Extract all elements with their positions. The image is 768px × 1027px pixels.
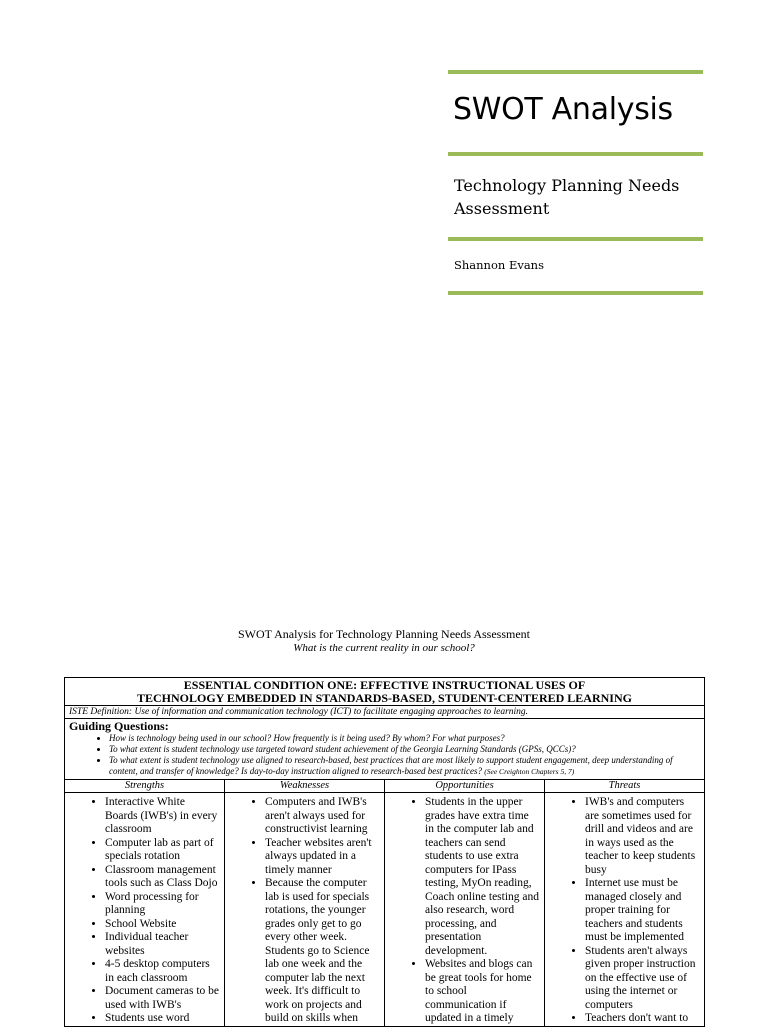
list-item: • School Website [105,918,220,932]
list-item: • Students use word [105,1012,220,1026]
list-item: • 4-5 desktop computers in each classroom [105,958,220,985]
threats-column [545,780,704,1026]
swot-columns [65,780,704,1026]
threats-header: Threats [545,780,704,793]
weaknesses-list [225,796,384,1026]
document-subtitle: What is the current reality in our school? [293,642,475,654]
cover-divider-bottom [448,291,703,295]
list-item: • Because the computer lab is used for specials rotations, the younger grades only get to go every other week. Students go to Science lab one week and the computer lab the next week. It's difficult to work on projects and build on skills when [265,877,380,1026]
cover-author: Shannon Evans [454,258,544,272]
opportunities-column [385,780,545,1026]
weaknesses-column [225,780,385,1026]
essential-condition-heading-line2: TECHNOLOGY EMBEDDED IN STANDARDS-BASED, STUDENT-CENTERED LEARNING [137,690,632,705]
document-title: SWOT Analysis for Technology Planning Needs Assessment [237,627,531,641]
list-item: • Students aren't always given proper instruction on the effective use of using the internet or computers [585,945,700,1013]
guiding-question: • To what extent is student technology use targeted toward student achievement of the Georgia Learning Standards (GPSs, QCCs)? [109,744,700,755]
guiding-questions [65,719,704,780]
list-item: • Word processing for planning [105,891,220,918]
essential-condition-heading-line1: ESSENTIAL CONDITION ONE: EFFECTIVE INSTRUCTIONAL USES OF [183,678,586,692]
guiding-question: • How is technology being used in our school? How frequently is it being used? By whom? For what purposes? [109,733,700,744]
guiding-question: • To what extent is student technology use aligned to research-based, best practices that are most likely to support student engagement, deep understanding of content, and transfer of knowledge? Is day-to-day instruction aligned to research-based best practices? (See Creighton Chapters 5, 7) [109,755,700,777]
strengths-column [65,780,225,1026]
list-item: • Computer lab as part of specials rotation [105,837,220,864]
swot-table [64,677,705,1027]
list-item: • Internet use must be managed closely and proper training for teachers and students must be implemented [585,877,700,945]
strengths-list [65,796,224,1026]
cover-subtitle: Technology Planning Needs Assessment [454,176,680,218]
weaknesses-header: Weaknesses [225,780,384,793]
list-item: • Interactive White Boards (IWB's) in every classroom [105,796,220,837]
cover-title: SWOT Analysis [453,92,673,127]
guiding-questions-label: Guiding Questions: [69,719,169,733]
list-item: • Document cameras to be used with IWB's [105,985,220,1012]
cover-divider-title [448,152,703,156]
list-item: • IWB's and computers are sometimes used for drill and videos and are in ways used as the teacher to keep students busy [585,796,700,877]
list-item: • Teachers don't want to [585,1012,700,1026]
opportunities-list [385,796,544,1026]
list-item: • Teacher websites aren't always updated in a timely manner [265,837,380,878]
iste-definition: ISTE Definition: Use of information and communication technology (ICT) to facilitate engaging approaches to learning. [65,706,704,719]
guiding-citation: (See Creighton Chapters 5, 7) [484,767,575,776]
list-item: • Classroom management tools such as Class Dojo [105,864,220,891]
list-item: • Websites and blogs can be great tools for home to school communication if updated in a timely [425,958,540,1026]
opportunities-header: Opportunities [385,780,544,793]
cover-divider-subtitle [448,237,703,241]
guiding-questions-list [69,733,700,777]
strengths-header: Strengths [65,780,224,793]
list-item: • Students in the upper grades have extra time in the computer lab and teachers can send students to use extra computers for IPass testing, MyOn reading, Coach online testing and also research, word processing, and presentation development. [425,796,540,958]
essential-condition-heading [65,678,704,706]
cover-divider-top [448,70,703,74]
list-item: • Individual teacher websites [105,931,220,958]
list-item: • Computers and IWB's aren't always used for constructivist learning [265,796,380,837]
threats-list [545,796,704,1026]
